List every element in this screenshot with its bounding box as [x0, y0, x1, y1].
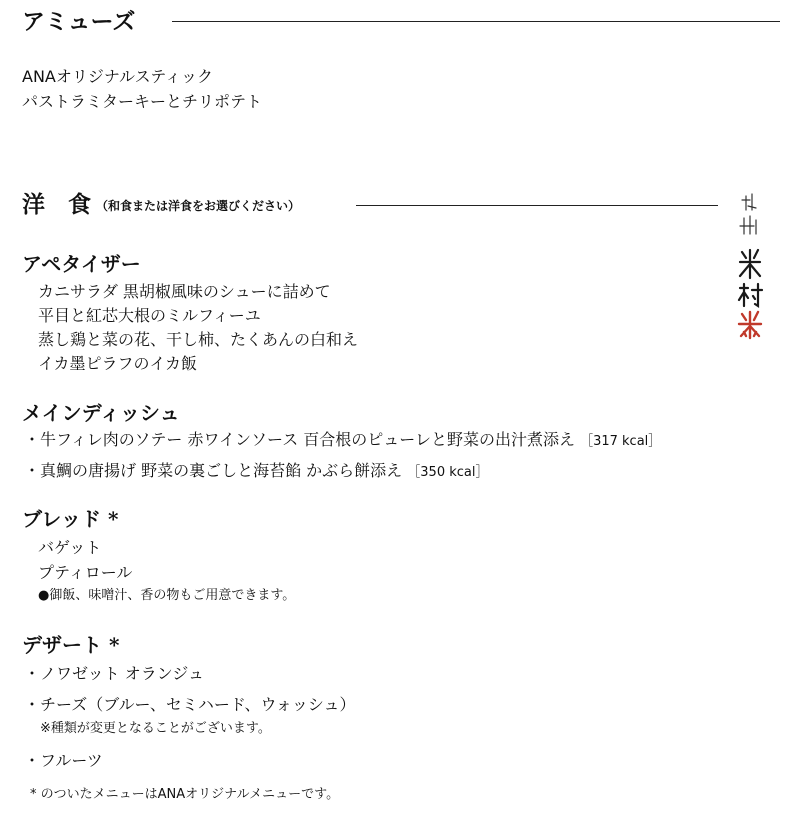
- dessert-item: ・フルーツ: [24, 751, 103, 770]
- main-dish-text: ・牛フィレ肉のソテー 赤ワインソース 百合根のピューレと野菜の出汁煮添え: [24, 430, 575, 449]
- main-dish-item: [24, 460, 488, 484]
- dessert-item: ・ノワゼット オランジュ: [24, 664, 205, 683]
- calorie-label: ［350 kcal］: [407, 465, 489, 480]
- amuse-divider: [172, 21, 780, 22]
- calorie-label: ［317 kcal］: [580, 434, 662, 449]
- dessert-item: ・チーズ（ブルー、セミハード、ウォッシュ）: [24, 695, 356, 714]
- bread-title: ブレッド *: [22, 507, 119, 531]
- appetizer-item: 蒸し鶏と菜の花、干し柿、たくあんの白和え: [38, 330, 359, 349]
- amuse-title: アミューズ: [22, 8, 136, 35]
- bread-note: ●御飯、味噌汁、香の物もご用意できます。: [38, 588, 296, 603]
- appetizer-item: カニサラダ 黒胡椒風味のシューに詰めて: [38, 282, 331, 301]
- calligraphy-signature-icon: [728, 188, 772, 348]
- western-title: 洋 食: [22, 191, 91, 218]
- footnote: * のついたメニューはANAオリジナルメニューです。: [30, 787, 340, 802]
- cheese-note: ※種類が変更となることがございます。: [40, 721, 271, 736]
- bread-item: バゲット: [38, 538, 102, 557]
- amuse-item: ANAオリジナルスティック: [22, 67, 213, 86]
- western-divider: [356, 205, 718, 206]
- appetizer-item: イカ墨ピラフのイカ飯: [38, 354, 198, 373]
- western-subtitle: （和食または洋食をお選びください）: [96, 199, 301, 213]
- dessert-title: デザート *: [22, 633, 120, 657]
- bread-item: プティロール: [38, 563, 133, 582]
- appetizer-item: 平目と紅芯大根のミルフィーユ: [38, 306, 261, 325]
- amuse-item: パストラミターキーとチリポテト: [22, 92, 263, 111]
- main-dish-item: [24, 429, 661, 453]
- main-dish-title: メインディッシュ: [22, 401, 180, 425]
- appetizer-title: アペタイザー: [22, 252, 141, 276]
- main-dish-text: ・真鯛の唐揚げ 野菜の裏ごしと海苔餡 かぶら餅添え: [24, 461, 403, 480]
